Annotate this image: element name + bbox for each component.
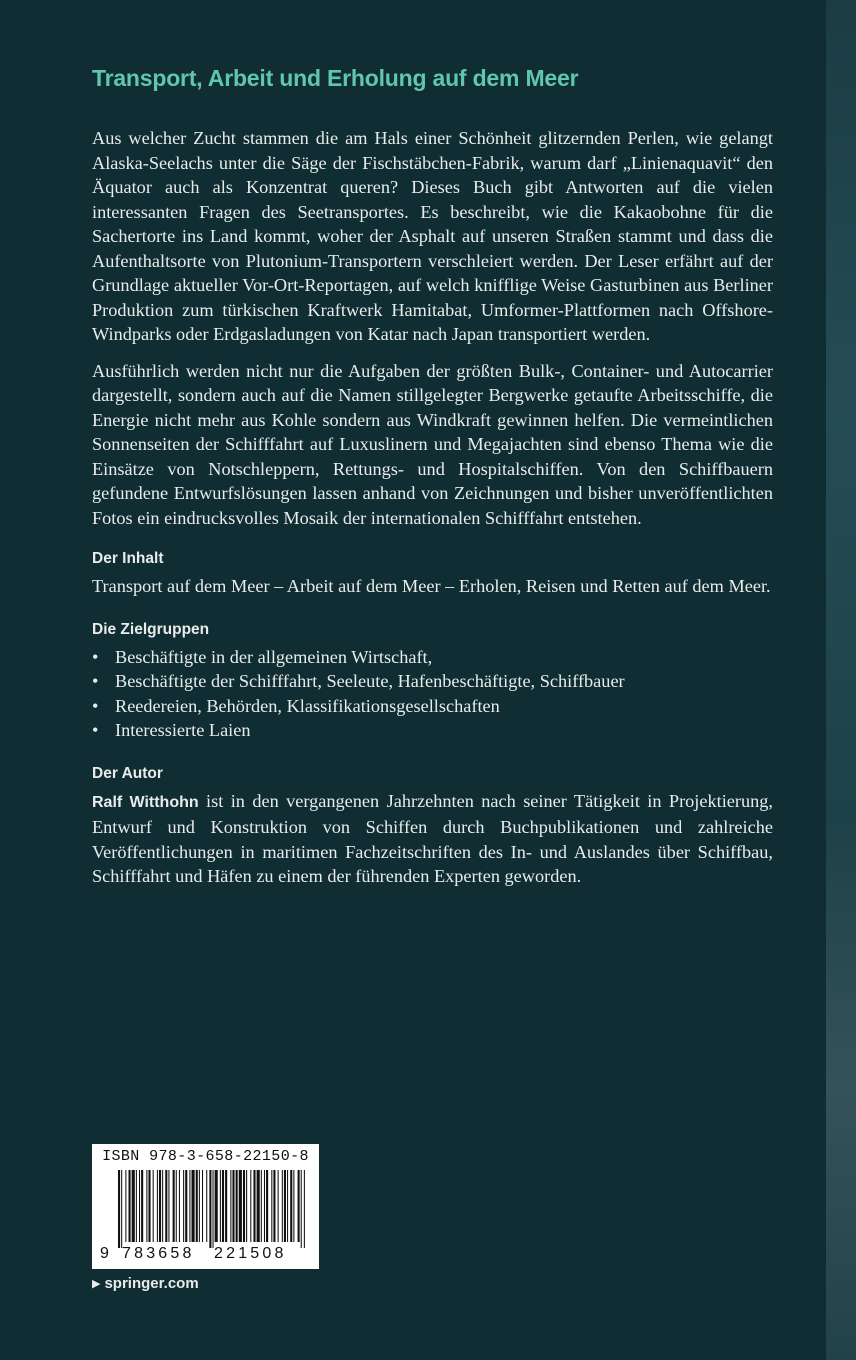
barcode-bar — [148, 1170, 150, 1242]
barcode-bar — [199, 1170, 200, 1242]
barcode-bar — [202, 1170, 203, 1242]
barcode-bar — [215, 1170, 218, 1242]
barcode-bar — [253, 1170, 255, 1242]
barcode-bar — [293, 1170, 294, 1242]
zielgruppen-heading: Die Zielgruppen — [92, 620, 210, 638]
barcode-bar — [243, 1170, 245, 1242]
barcode-bar — [236, 1170, 238, 1242]
barcode-bar — [153, 1170, 154, 1242]
barcode-bar — [246, 1170, 247, 1242]
barcode-bar — [220, 1170, 221, 1242]
barcode-bar — [125, 1170, 126, 1242]
barcode-bar — [162, 1170, 163, 1242]
autor-text — [92, 789, 773, 889]
barcode-bar — [129, 1170, 131, 1242]
barcode-bar — [257, 1170, 260, 1242]
barcode-digit-group-2: 221508 — [214, 1245, 287, 1262]
barcode-bar — [157, 1170, 158, 1242]
barcode-bar — [230, 1170, 231, 1242]
barcode-bar — [183, 1170, 184, 1242]
list-item: • Beschäftigte in der allgemeinen Wirtschaft, — [92, 645, 773, 670]
barcode-bar — [168, 1170, 169, 1242]
barcode-bar — [141, 1170, 143, 1242]
barcode-bar — [185, 1170, 187, 1242]
barcode-bar — [266, 1170, 268, 1242]
barcode-bar — [284, 1170, 286, 1242]
list-item: • Reedereien, Behörden, Klassifikationsgesellschaften — [92, 694, 773, 719]
bullet-icon: • — [92, 646, 99, 667]
barcode-bar — [159, 1170, 161, 1242]
barcode-bar — [232, 1170, 234, 1242]
list-item: • Interessierte Laien — [92, 718, 773, 743]
bullet-icon: • — [92, 671, 99, 691]
barcode-bar — [250, 1170, 251, 1242]
barcode-bar — [301, 1170, 302, 1248]
barcode-bar — [239, 1170, 242, 1242]
barcode-bar — [176, 1170, 177, 1242]
barcode-bar — [222, 1170, 224, 1242]
barcode-bar — [165, 1170, 167, 1242]
zielgruppen-list — [92, 645, 773, 743]
description-paragraph-2: Ausführlich werden nicht nur die Aufgaben der größten Bulk-, Container- und Autocarrier dargestellt, sondern auch auf die Namen stillgelegter Bergwerke getaufte Arbeitsschiffe, die Energie nicht mehr aus Kohle sondern aus Windkraft gewinnen helfen. Die vermeintlichen Sonnenseiten der Schifffahrt auf Luxuslinern und Megajachten sind ebenso Thema wie die Einsätze von Notschleppern, Rettungs- und Hospitalschiffen. Von den Schiffbauern gefundene Entwurfslösungen lassen anhand von Zeichnungen und bisher unveröffentlichten Fotos ein eindrucksvolles Mosaik der internationalen Schifffahrt entstehen. — [92, 360, 773, 528]
barcode-bar — [290, 1170, 292, 1242]
barcode-bar — [298, 1170, 300, 1242]
book-title: Transport, Arbeit und Erholung auf dem Meer — [92, 65, 579, 91]
barcode-bar — [206, 1170, 207, 1242]
cover-edge-strip — [826, 0, 856, 1360]
barcode-bar — [139, 1170, 140, 1242]
barcode-bar — [118, 1170, 120, 1248]
publisher-link[interactable] — [92, 1275, 199, 1292]
barcode-bar — [196, 1170, 198, 1242]
barcode-digit-group-1: 783658 — [122, 1245, 195, 1262]
barcode-bar — [304, 1170, 305, 1248]
list-item: • Beschäftigte der Schifffahrt, Seeleute, Hafenbeschäftigte, Schiffbauer — [92, 669, 773, 694]
isbn-label: ISBN 978-3-658-22150-8 — [102, 1148, 309, 1165]
barcode-bar — [213, 1170, 214, 1248]
barcode-bar — [264, 1170, 265, 1242]
play-arrow-icon: ▶ — [92, 1278, 101, 1290]
inhalt-text: Transport auf dem Meer – Arbeit auf dem Meer – Erholen, Reisen und Retten auf dem Meer. — [92, 576, 771, 596]
barcode-digit-first: 9 — [100, 1245, 109, 1262]
inhalt-heading: Der Inhalt — [92, 550, 164, 567]
barcode-bar — [132, 1170, 135, 1242]
isbn-barcode — [92, 1144, 319, 1269]
barcode-bar — [192, 1170, 195, 1242]
publisher-url: springer.com — [104, 1275, 199, 1292]
barcode-bar — [209, 1170, 211, 1248]
barcode-bar — [271, 1170, 272, 1242]
barcode-bar — [261, 1170, 262, 1242]
barcode-bar — [136, 1170, 137, 1242]
barcode-bar — [273, 1170, 275, 1242]
description-paragraph-1: Aus welcher Zucht stammen die am Hals einer Schönheit glitzernden Perlen, wie gelangt Alaska-Seelachs unter die Säge der Fischstäbchen-Fabrik, warum darf „Linienaquavit“ den Äquator auch als Konzentrat queren? Dieses Buch gibt Antworten auf die vielen interessanten Fragen des Seetransportes. Es beschreibt, wie die Kakaobohne für die Sachertorte ins Land kommt, woher der Asphalt auf unseren Straßen stammt und dass die Aufenthaltsorte von Plutonium-Transportern verschleiert werden. Der Leser erfährt auf der Grundlage aktueller Vor-Ort-Reportagen, auf welch knifflige Weise Gasturbinen aus Berliner Produktion zum türkischen Kraftwerk Hamitabat, Umformer-Plattformen nach Offshore-Windparks oder Erdgasladungen von Katar nach Japan transportiert werden. — [92, 128, 773, 344]
barcode-bar — [287, 1170, 288, 1242]
autor-heading: Der Autor — [92, 764, 163, 782]
barcode-bar — [282, 1170, 283, 1242]
barcode-bar — [225, 1170, 227, 1242]
author-bio: ist in den vergangenen Jahrzehnten nach seiner Tätigkeit in Projektierung, Entwurf und Konstruktion von Schiffen durch Buchpublikationen und zahlreiche Veröffentlichungen in maritimen Fachzeitschriften des In- und Auslandes über Schiffbau, Schifffahrt und Häfen zu einem der führenden Experten geworden. — [92, 790, 773, 886]
barcode-bar — [179, 1170, 180, 1242]
barcode-bar — [146, 1170, 147, 1242]
barcode-bar — [173, 1170, 175, 1242]
barcode-bar — [278, 1170, 279, 1242]
barcode-bar — [121, 1170, 122, 1248]
barcode-bar — [189, 1170, 190, 1242]
bullet-icon: • — [92, 695, 99, 716]
author-name: Ralf Witthohn — [92, 793, 199, 811]
bullet-icon: • — [92, 720, 99, 740]
back-cover-text — [92, 60, 773, 901]
